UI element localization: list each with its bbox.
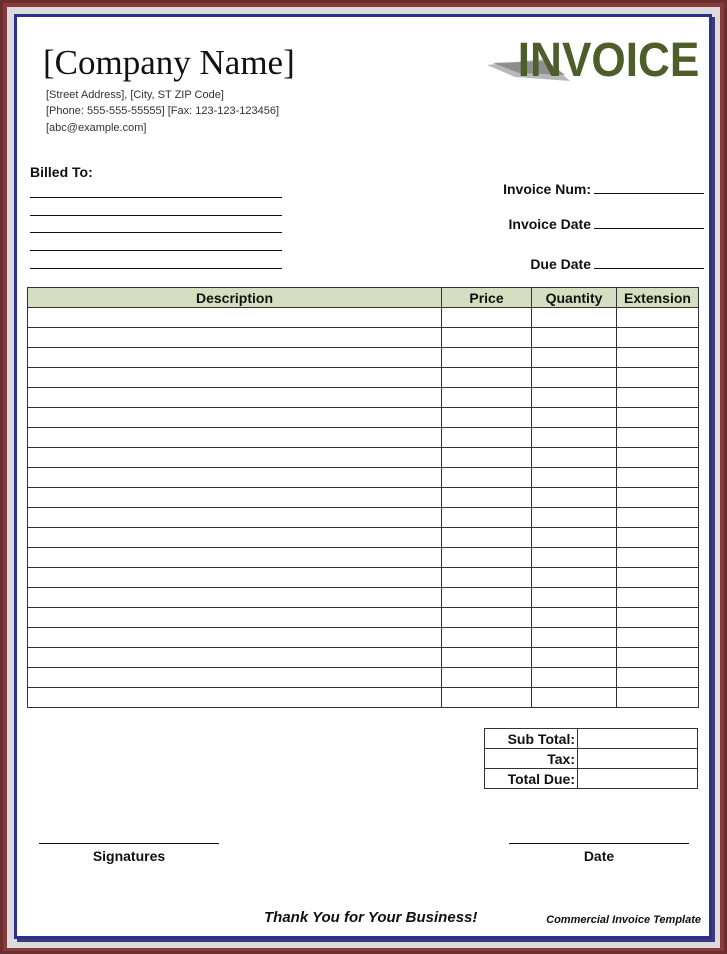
cell-description[interactable] (28, 408, 442, 428)
table-row (28, 508, 699, 528)
table-row (28, 688, 699, 708)
cell-extension[interactable] (617, 328, 699, 348)
cell-price[interactable] (442, 528, 532, 548)
cell-description[interactable] (28, 468, 442, 488)
line-items-table (27, 287, 699, 708)
cell-description[interactable] (28, 348, 442, 368)
cell-price[interactable] (442, 588, 532, 608)
cell-quantity[interactable] (532, 388, 617, 408)
cell-description[interactable] (28, 488, 442, 508)
cell-price[interactable] (442, 648, 532, 668)
cell-extension[interactable] (617, 588, 699, 608)
table-row (28, 368, 699, 388)
cell-quantity[interactable] (532, 468, 617, 488)
cell-quantity[interactable] (532, 328, 617, 348)
table-row (28, 388, 699, 408)
cell-price[interactable] (442, 408, 532, 428)
cell-price[interactable] (442, 428, 532, 448)
cell-quantity[interactable] (532, 608, 617, 628)
cell-price[interactable] (442, 348, 532, 368)
invoice-num-field[interactable] (594, 181, 704, 194)
billed-to-line-4[interactable] (30, 250, 282, 251)
cell-price[interactable] (442, 628, 532, 648)
cell-quantity[interactable] (532, 588, 617, 608)
cell-price[interactable] (442, 368, 532, 388)
company-email: [abc@example.com] (46, 122, 147, 134)
due-date-label: Due Date (530, 256, 591, 272)
table-row (28, 348, 699, 368)
subtotal-row (485, 729, 698, 749)
cell-extension[interactable] (617, 308, 699, 328)
table-row (28, 468, 699, 488)
table-row (28, 328, 699, 348)
cell-description[interactable] (28, 588, 442, 608)
company-phone-fax: [Phone: 555-555-55555] [Fax: 123-123-123456] (46, 105, 280, 117)
cell-price[interactable] (442, 688, 532, 708)
cell-extension[interactable] (617, 668, 699, 688)
column-header-extension: Extension (617, 288, 699, 308)
cell-extension[interactable] (617, 628, 699, 648)
cell-quantity[interactable] (532, 688, 617, 708)
cell-price[interactable] (442, 608, 532, 628)
table-row (28, 308, 699, 328)
invoice-date-field[interactable] (594, 216, 704, 229)
cell-description[interactable] (28, 668, 442, 688)
total-due-value[interactable] (578, 769, 698, 789)
tax-row (485, 749, 698, 769)
table-header-row (28, 288, 699, 308)
cell-extension[interactable] (617, 648, 699, 668)
cell-quantity[interactable] (532, 488, 617, 508)
cell-description[interactable] (28, 688, 442, 708)
cell-extension[interactable] (617, 348, 699, 368)
cell-quantity[interactable] (532, 528, 617, 548)
cell-description[interactable] (28, 368, 442, 388)
table-row (28, 448, 699, 468)
cell-quantity[interactable] (532, 668, 617, 688)
total-due-row (485, 769, 698, 789)
total-due-label: Total Due: (485, 769, 578, 789)
cell-price[interactable] (442, 328, 532, 348)
cell-price[interactable] (442, 388, 532, 408)
cell-extension[interactable] (617, 528, 699, 548)
invoice-title: INVOICE (517, 34, 699, 87)
thank-you-message: Thank You for Your Business! (264, 909, 478, 926)
cell-price[interactable] (442, 488, 532, 508)
cell-price[interactable] (442, 448, 532, 468)
due-date-row (530, 256, 704, 272)
date-label: Date (583, 848, 615, 864)
cell-quantity[interactable] (532, 408, 617, 428)
subtotal-label: Sub Total: (485, 729, 578, 749)
signatures-label: Signatures (92, 848, 166, 864)
company-address: [Street Address], [City, ST ZIP Code] (46, 89, 224, 101)
cell-quantity[interactable] (532, 648, 617, 668)
cell-price[interactable] (442, 668, 532, 688)
billed-to-line-5[interactable] (30, 268, 282, 269)
cell-extension[interactable] (617, 568, 699, 588)
table-row (28, 568, 699, 588)
cell-quantity[interactable] (532, 428, 617, 448)
cell-description[interactable] (28, 328, 442, 348)
cell-description[interactable] (28, 448, 442, 468)
cell-extension[interactable] (617, 428, 699, 448)
billed-to-label: Billed To: (30, 164, 93, 180)
table-row (28, 648, 699, 668)
cell-quantity[interactable] (532, 628, 617, 648)
cell-price[interactable] (442, 568, 532, 588)
cell-quantity[interactable] (532, 448, 617, 468)
billed-to-line-3[interactable] (30, 232, 282, 233)
cell-quantity[interactable] (532, 548, 617, 568)
cell-quantity[interactable] (532, 568, 617, 588)
cell-description[interactable] (28, 308, 442, 328)
cell-price[interactable] (442, 308, 532, 328)
cell-extension[interactable] (617, 448, 699, 468)
cell-description[interactable] (28, 628, 442, 648)
signature-line[interactable] (39, 843, 219, 844)
company-name: [Company Name] (43, 43, 295, 82)
table-row (28, 488, 699, 508)
table-row (28, 548, 699, 568)
tax-value[interactable] (578, 749, 698, 769)
totals-table (484, 728, 698, 789)
date-line[interactable] (509, 843, 689, 844)
invoice-date-row (509, 216, 704, 232)
cell-extension[interactable] (617, 608, 699, 628)
cell-extension[interactable] (617, 468, 699, 488)
template-name: Commercial Invoice Template (546, 914, 701, 926)
tax-label: Tax: (485, 749, 578, 769)
cell-price[interactable] (442, 508, 532, 528)
cell-price[interactable] (442, 548, 532, 568)
cell-quantity[interactable] (532, 508, 617, 528)
cell-extension[interactable] (617, 488, 699, 508)
column-header-quantity: Quantity (532, 288, 617, 308)
cell-quantity[interactable] (532, 308, 617, 328)
billed-to-line-2[interactable] (30, 215, 282, 216)
cell-quantity[interactable] (532, 348, 617, 368)
column-header-price: Price (442, 288, 532, 308)
cell-description[interactable] (28, 548, 442, 568)
invoice-date-label: Invoice Date (508, 216, 591, 232)
cell-extension[interactable] (617, 508, 699, 528)
subtotal-value[interactable] (578, 729, 698, 749)
cell-description[interactable] (28, 528, 442, 548)
cell-description[interactable] (28, 388, 442, 408)
invoice-num-label: Invoice Num: (503, 181, 591, 197)
cell-description[interactable] (28, 428, 442, 448)
cell-price[interactable] (442, 468, 532, 488)
cell-extension[interactable] (617, 688, 699, 708)
table-row (28, 608, 699, 628)
cell-description[interactable] (28, 508, 442, 528)
cell-description[interactable] (28, 648, 442, 668)
table-row (28, 668, 699, 688)
cell-extension[interactable] (617, 548, 699, 568)
billed-to-line-1[interactable] (30, 197, 282, 198)
invoice-num-row (503, 181, 704, 197)
cell-extension[interactable] (617, 368, 699, 388)
cell-extension[interactable] (617, 388, 699, 408)
table-row (28, 588, 699, 608)
column-header-description: Description (28, 288, 442, 308)
table-row (28, 628, 699, 648)
table-row (28, 428, 699, 448)
cell-quantity[interactable] (532, 368, 617, 388)
invoice-sheet (14, 14, 712, 939)
table-row (28, 408, 699, 428)
cell-description[interactable] (28, 608, 442, 628)
due-date-field[interactable] (594, 256, 704, 269)
cell-extension[interactable] (617, 408, 699, 428)
cell-description[interactable] (28, 568, 442, 588)
table-row (28, 528, 699, 548)
